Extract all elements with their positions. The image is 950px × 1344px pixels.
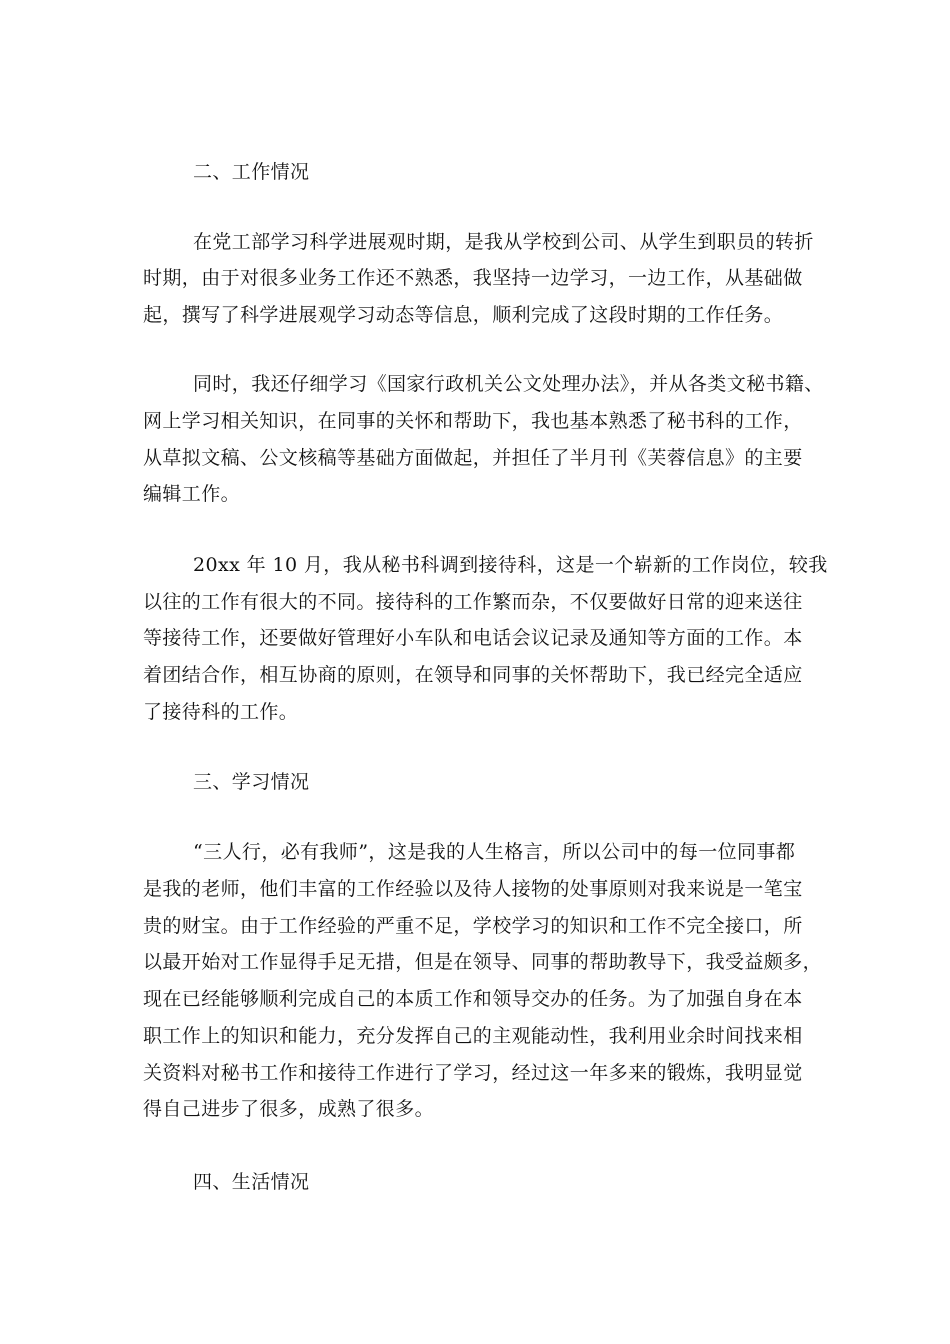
paragraph-line: 在党工部学习科学进展观时期，是我从学校到公司、从学生到职员的转折 [193,231,814,253]
paragraph-line: 等接待工作，还要做好管理好小车队和电话会议记录及通知等方面的工作。本 [143,627,803,649]
paragraph-line: 起，撰写了科学进展观学习动态等信息，顺利完成了这段时期的工作任务。 [143,304,784,326]
paragraph-line: 关资料对秘书工作和接待工作进行了学习，经过这一年多来的锻炼，我明显觉 [143,1062,803,1084]
paragraph-line: 得自己进步了很多，成熟了很多。 [143,1098,435,1120]
section-heading-study: 三、学习情况 [193,771,310,793]
paragraph-line: 了接待科的工作。 [143,701,299,723]
paragraph-line: 现在已经能够顺利完成自己的本质工作和领导交办的任务。为了加强自身在本 [143,988,803,1010]
section-heading-life: 四、生活情况 [193,1171,310,1193]
paragraph-line: 职工作上的知识和能力，充分发挥自己的主观能动性，我利用业余时间找来相 [143,1025,803,1047]
paragraph-line: 从草拟文稿、公文核稿等基础方面做起，并担任了半月刊《芙蓉信息》的主要 [143,447,803,469]
paragraph-line: 时期，由于对很多业务工作还不熟悉，我坚持一边学习，一边工作，从基础做 [143,267,803,289]
paragraph-line: 以往的工作有很大的不同。接待科的工作繁而杂，不仅要做好日常的迎来送往 [143,591,803,613]
paragraph-line: 网上学习相关知识，在同事的关怀和帮助下，我也基本熟悉了秘书科的工作， [143,410,803,432]
paragraph-line: 同时，我还仔细学习《国家行政机关公文处理办法》，并从各类文秘书籍、 [193,373,824,395]
paragraph-line: 着团结合作，相互协商的原则，在领导和同事的关怀帮助下，我已经完全适应 [143,664,803,686]
paragraph-line: 20xx 年 10 月，我从秘书科调到接待科，这是一个崭新的工作岗位，较我 [193,554,828,576]
section-heading-work: 二、工作情况 [193,161,310,183]
paragraph-line: 编辑工作。 [143,483,241,505]
paragraph-line: 以最开始对工作显得手足无措，但是在领导、同事的帮助教导下，我受益颇多， [143,951,823,973]
paragraph-line: 是我的老师，他们丰富的工作经验以及待人接物的处事原则对我来说是一笔宝 [143,878,803,900]
paragraph-line: 贵的财宝。由于工作经验的严重不足，学校学习的知识和工作不完全接口，所 [143,915,803,937]
paragraph-line: “三人行，必有我师”，这是我的人生格言，所以公司中的每一位同事都 [193,841,796,863]
